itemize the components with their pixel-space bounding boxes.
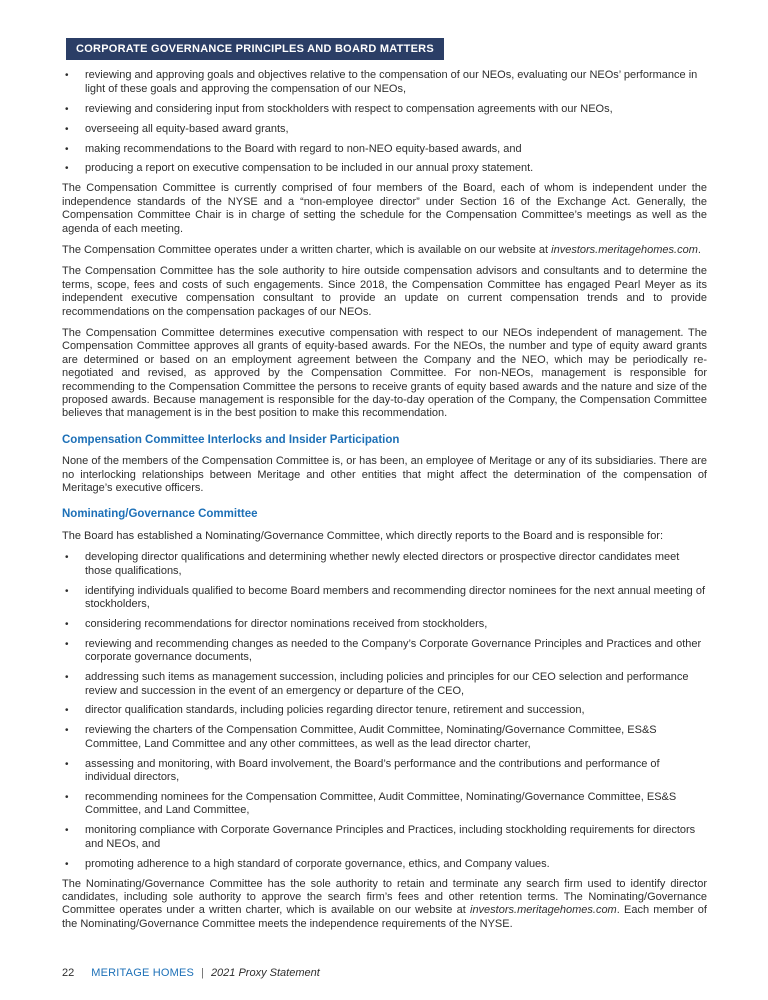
list-item-text: reviewing and recommending changes as needed to the Company’s Corporate Governance Principles and Practices and other corporate governance documents, <box>85 637 702 664</box>
footer-separator: | <box>201 967 204 979</box>
list-item-text: recommending nominees for the Compensation Committee, Audit Committee, Nominating/Governance Committee, ES&S Committee, and Land Committee, <box>85 790 677 817</box>
bullet-icon: • <box>65 552 69 564</box>
website-link[interactable]: investors.meritagehomes.com <box>551 243 698 256</box>
paragraph-text: . Each member of the Nominating/Governance Committee meets the independence requirements of the NYSE. <box>62 904 707 930</box>
bullet-icon: • <box>65 858 69 870</box>
bullet-icon: • <box>65 123 69 135</box>
bullet-icon: • <box>65 758 69 770</box>
list-item-text: making recommendations to the Board with regard to non-NEO equity-based awards, and <box>85 142 522 155</box>
bullet-icon: • <box>65 585 69 597</box>
page-footer <box>62 967 320 979</box>
list-item-text: director qualification standards, including policies regarding director tenure, retirement and succession, <box>85 704 585 717</box>
list-item-text: considering recommendations for director nominations received from stockholders, <box>85 617 488 630</box>
list-item <box>62 724 707 751</box>
footer-company: MERITAGE HOMES <box>91 967 195 979</box>
list-item <box>62 704 707 717</box>
list-item <box>62 791 707 818</box>
heading-nominating: Nominating/Governance Committee <box>62 508 258 521</box>
list-item <box>62 585 707 612</box>
list-item <box>62 671 707 698</box>
bullet-icon: • <box>65 618 69 630</box>
list-item <box>62 162 707 175</box>
list-item-text: reviewing and approving goals and objectives relative to the compensation of our NEOs, evaluating our NEOs’ performance in light of these goals and approving the compensation of our NEOs, <box>85 69 698 95</box>
section-banner-title: CORPORATE GOVERNANCE PRINCIPLES AND BOARD MATTERS <box>76 43 434 55</box>
bullet-icon: • <box>65 638 69 650</box>
paragraph-comp-consultant: The Compensation Committee has the sole authority to hire outside compensation advisors and consultants and to determine the terms, scope, fees and costs of such engagements. Since 2018, the Compensation Committee has engaged Pearl Meyer as its independent executive compensation consultant to provide an update on current compensation trends and to provide recommendations on the compensation packages of our NEOs. <box>62 265 707 318</box>
bullet-icon: • <box>65 70 69 82</box>
paragraph-nominating-intro: The Board has established a Nominating/Governance Committee, which directly reports to the Board and is responsible for: <box>62 529 664 542</box>
paragraph-nominating-authority <box>62 878 707 932</box>
list-item-text: reviewing the charters of the Compensation Committee, Audit Committee, Nominating/Governance Committee, ES&S Committee, Land Committee and any other committees, as well as the lead director charter, <box>85 724 657 750</box>
paragraph-comp-determination: The Compensation Committee determines executive compensation with respect to our NEOs independent of management. The Compensation Committee approves all grants of equity-based awards. For the NEOs, the number and type of equity award grants are determined or based on an employment agreement between the Company and the NEO, which may be periodically re-negotiated and revised, as approved by the Compensation Committee. For non-NEOs, management is responsible for recommending to the Compensation Committee the persons to receive grants of equity based awards and the nature and size of the proposed awards. Because management is responsible for the day-to-day operation of the Company, the Compensation Committee believes that management is in the best position to make this recommendation. <box>62 327 707 420</box>
list-item <box>62 551 707 578</box>
list-item-text: reviewing and considering input from stockholders with respect to compensation agreements with our NEOs, <box>85 102 613 115</box>
footer-doc-title: 2021 Proxy Statement <box>210 967 320 979</box>
list-item <box>62 69 707 96</box>
compensation-duties-list <box>62 69 707 175</box>
bullet-icon: • <box>65 163 69 175</box>
bullet-icon: • <box>65 791 69 803</box>
list-item <box>62 143 707 156</box>
list-item <box>62 638 707 665</box>
bullet-icon: • <box>65 143 69 155</box>
list-item-text: addressing such items as management succession, including policies and principles for our CEO selection and performance review and succession in the event of an emergency or departure of the CEO, <box>85 671 689 697</box>
list-item-text: developing director qualifications and determining whether newly elected directors or prospective director candidates meet those qualifications, <box>85 551 680 577</box>
paragraph-comp-charter <box>62 244 707 257</box>
bullet-icon: • <box>65 705 69 717</box>
heading-interlocks: Compensation Committee Interlocks and Insider Participation <box>62 433 400 446</box>
list-item-text: promoting adherence to a high standard of corporate governance, ethics, and Company values. <box>85 857 550 870</box>
list-item-text: monitoring compliance with Corporate Governance Principles and Practices, including stockholding requirements for directors and NEOs, and <box>85 824 696 850</box>
bullet-icon: • <box>65 103 69 115</box>
bullet-icon: • <box>65 672 69 684</box>
paragraph-text: The Compensation Committee operates under a written charter, which is available on our website at <box>62 243 552 256</box>
list-item-text: overseeing all equity-based award grants, <box>85 122 289 135</box>
list-item <box>62 103 707 116</box>
list-item-text: identifying individuals qualified to become Board members and recommending director nominees for the next annual meeting of stockholders, <box>85 584 706 610</box>
list-item <box>62 618 707 631</box>
bullet-icon: • <box>65 725 69 737</box>
list-item <box>62 824 707 851</box>
paragraph-comp-members: The Compensation Committee is currently comprised of four members of the Board, each of whom is independent under the independence standards of the NYSE and a “non-employee director” under Section 16 of the Exchange Act. Generally, the Compensation Committee Chair is in charge of setting the schedule for the Compensation Committee’s meetings as well as the agenda of each meeting. <box>62 182 707 235</box>
list-item <box>62 123 707 136</box>
list-item <box>62 758 707 785</box>
nominating-duties-list <box>62 551 707 871</box>
section-banner <box>66 38 444 60</box>
list-item-text: assessing and monitoring, with Board involvement, the Board’s performance and the contributions and performance of individual directors, <box>85 757 660 784</box>
website-link[interactable]: investors.meritagehomes.com <box>470 904 617 917</box>
paragraph-text: The Nominating/Governance Committee has the sole authority to retain and terminate any search firm used to identify director candidates, including sole authority to approve the search firm’s fees and other retention terms. The Nominating/Governance Committee operates under a written charter, which is available on our website at <box>62 877 707 917</box>
bullet-icon: • <box>65 825 69 837</box>
page-number: 22 <box>62 967 75 979</box>
list-item-text: producing a report on executive compensation to be included in our annual proxy statement. <box>85 162 534 175</box>
list-item <box>62 858 707 871</box>
paragraph-text: . <box>697 243 701 256</box>
paragraph-interlocks: None of the members of the Compensation Committee is, or has been, an employee of Meritage or any of its subsidiaries. There are no interlocking relationships between Meritage and other entities that might affect the determination of the compensation of Meritage’s executive officers. <box>62 455 707 495</box>
